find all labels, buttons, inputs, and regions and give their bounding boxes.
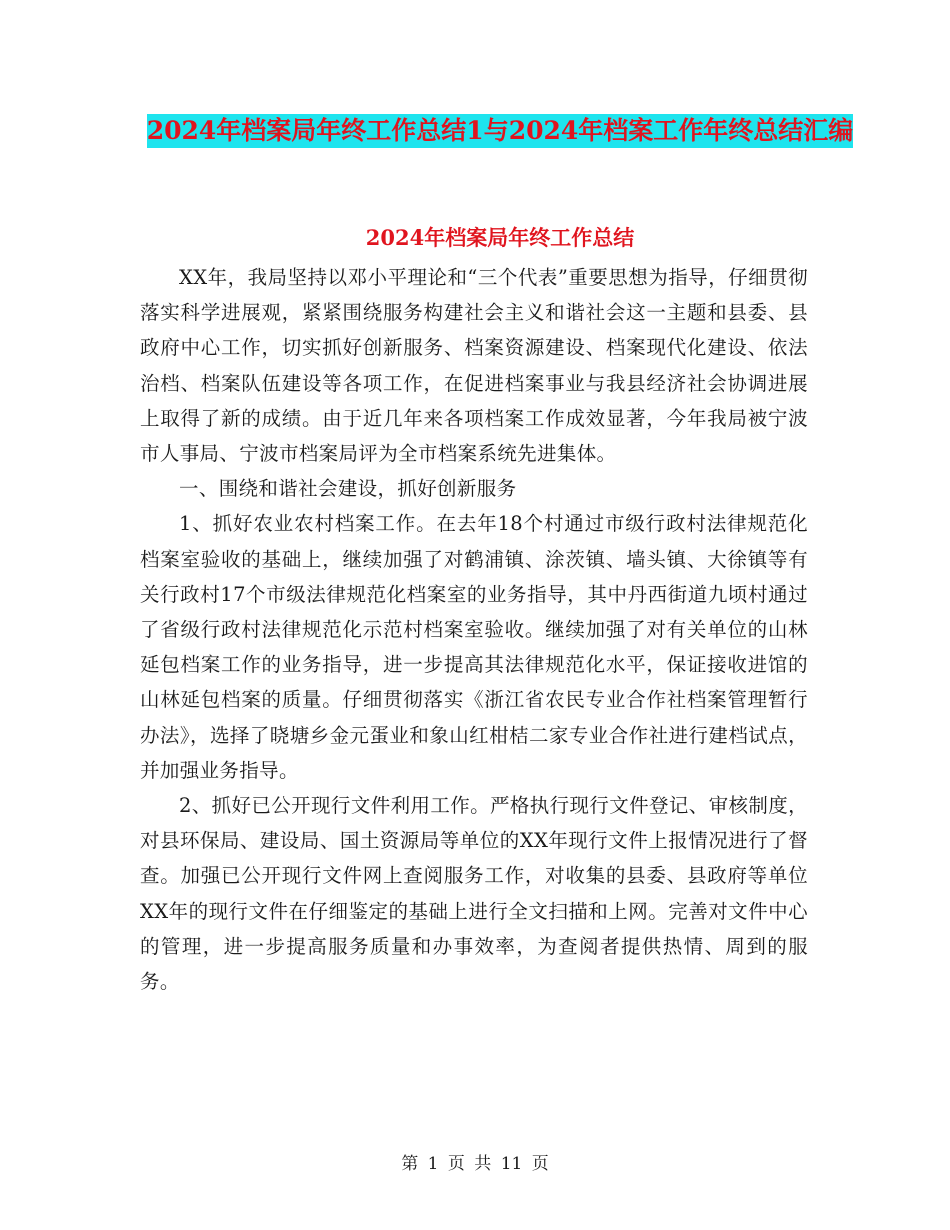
section-title: 2024年档案局年终工作总结 xyxy=(365,225,635,250)
document-body xyxy=(140,260,808,999)
paragraph-item-2: 2、抓好已公开现行文件利用工作。严格执行现行文件登记、审核制度，对县环保局、建设局、国土资源局等单位的XX年现行文件上报情况进行了督查。加强已公开现行文件网上查阅服务工作，对收集的县委、县政府等单位XX年的现行文件在仔细鉴定的基础上进行全文扫描和上网。完善对文件中心的管理，进一步提高服务质量和办事效率，为查阅者提供热情、周到的服务。 xyxy=(140,794,808,994)
paragraph-item-1: 1、抓好农业农村档案工作。在去年18个村通过市级行政村法律规范化档案室验收的基础上，继续加强了对鹤浦镇、涂茨镇、墙头镇、大徐镇等有关行政村17个市级法律规范化档案室的业务指导，其中丹西街道九顷村通过了省级行政村法律规范化示范村档案室验收。继续加强了对有关单位的山林延包档案工作的业务指导，进一步提高其法律规范化水平，保证接收进馆的山林延包档案的质量。仔细贯彻落实《浙江省农民专业合作社档案管理暂行办法》，选择了晓塘乡金元蛋业和象山红柑桔二家专业合作社进行建档试点，并加强业务指导。 xyxy=(140,512,808,782)
document-title-text: 2024年档案局年终工作总结1与2024年档案工作年终总结汇编 xyxy=(147,114,854,148)
paragraph-heading-1: 一、围绕和谐社会建设，抓好创新服务 xyxy=(179,477,517,501)
paragraph-intro: XX年，我局坚持以邓小平理论和“三个代表”重要思想为指导，仔细贯彻落实科学进展观，紧紧围绕服务构建社会主义和谐社会这一主题和县委、县政府中心工作，切实抓好创新服务、档案资源建设、档案现代化建设、依法治档、档案队伍建设等各项工作，在促进档案事业与我县经济社会协调进展上取得了新的成绩。由于近几年来各项档案工作成效显著，今年我局被宁波市人事局、宁波市档案局评为全市档案系统先进集体。 xyxy=(140,266,808,466)
document-title xyxy=(140,108,860,154)
page-footer: 第 1 页 共 11 页 xyxy=(401,1154,549,1174)
